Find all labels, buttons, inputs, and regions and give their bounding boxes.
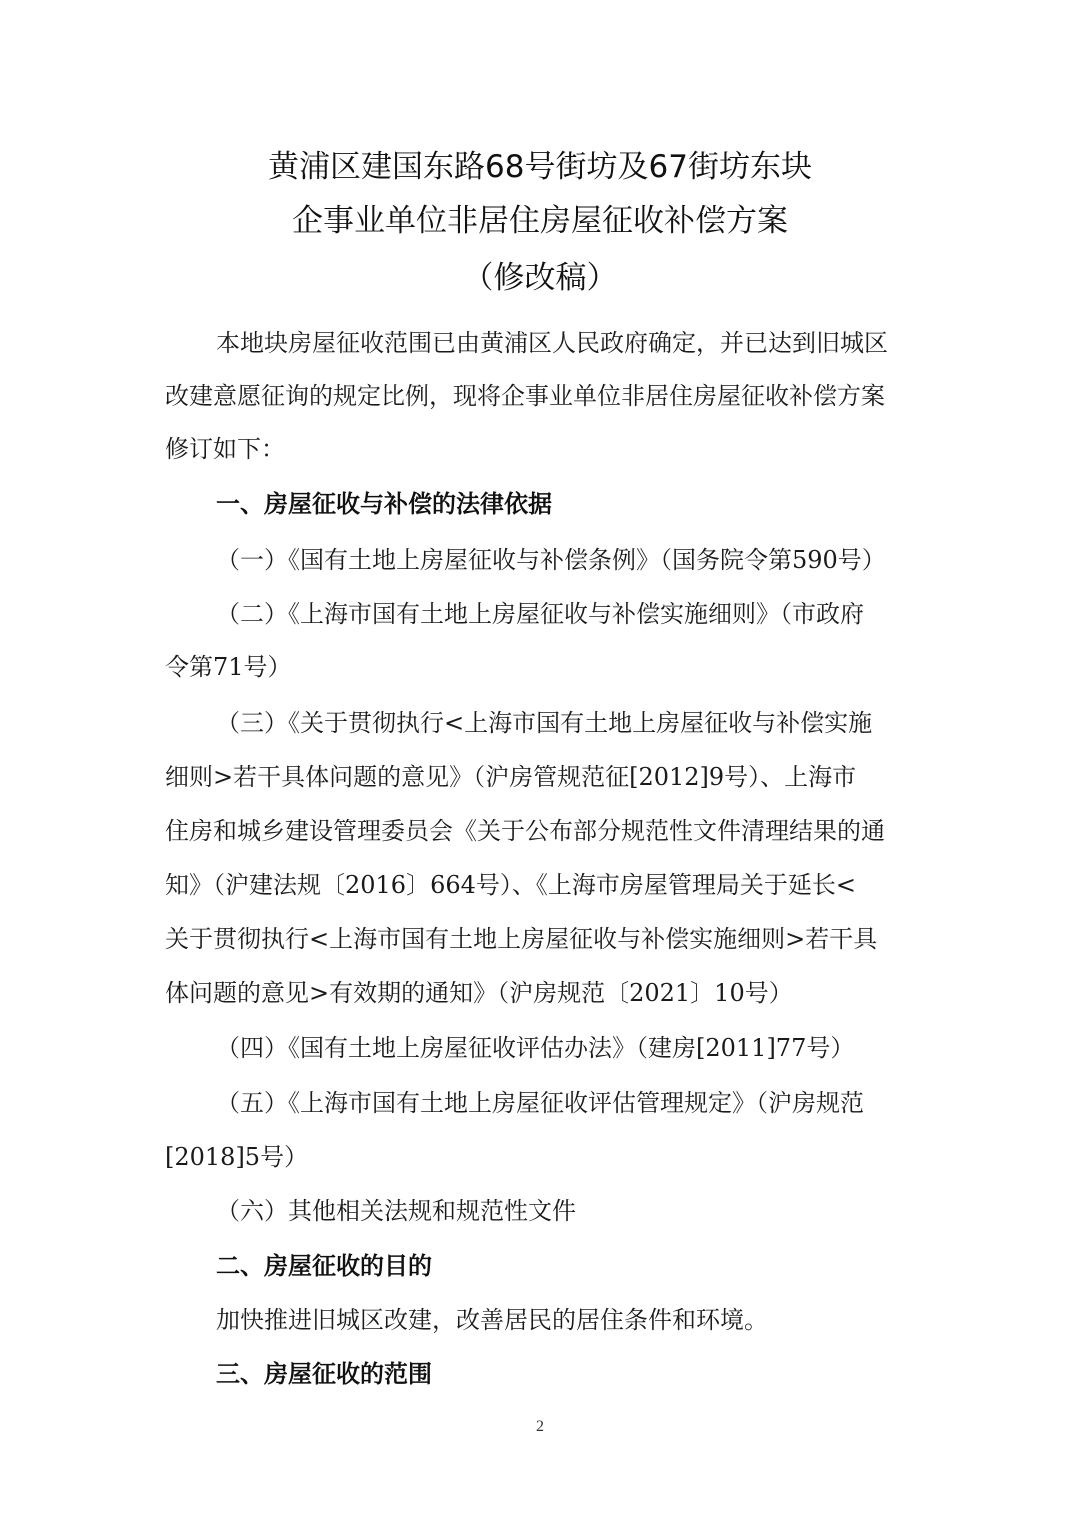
basis-item-5-line-1: （五）《上海市国有土地上房屋征收评估管理规定》（沪房规范: [216, 1089, 864, 1117]
basis-item-3-line-1: （三）《关于贯彻执行<上海市国有土地上房屋征收与补偿实施: [216, 709, 873, 737]
section-2-text: 加快推进旧城区改建，改善居民的居住条件和环境。: [216, 1306, 768, 1334]
intro-line-1: 本地块房屋征收范围已由黄浦区人民政府确定，并已达到旧城区: [216, 329, 888, 357]
section-3-heading: 三、房屋征收的范围: [216, 1360, 432, 1388]
basis-item-4: （四）《国有土地上房屋征收评估办法》（建房[2011]77号）: [216, 1034, 855, 1062]
section-1-heading: 一、房屋征收与补偿的法律依据: [216, 490, 552, 518]
page-number: 2: [536, 1418, 544, 1435]
section-2-heading: 二、房屋征收的目的: [216, 1252, 432, 1280]
basis-item-2-line-1: （二）《上海市国有土地上房屋征收与补偿实施细则》（市政府: [216, 600, 864, 628]
intro-line-2: 改建意愿征询的规定比例，现将企事业单位非居住房屋征收补偿方案: [165, 382, 885, 410]
basis-item-3-line-5: 关于贯彻执行<上海市国有土地上房屋征收与补偿实施细则>若干具: [165, 925, 878, 953]
basis-item-3-line-3: 住房和城乡建设管理委员会《关于公布部分规范性文件清理结果的通: [165, 817, 885, 845]
basis-item-2-line-2: 令第71号）: [165, 653, 292, 681]
basis-item-5-line-2: [2018]5号）: [165, 1143, 309, 1171]
document-title-line-2: 企事业单位非居住房屋征收补偿方案: [292, 203, 788, 239]
basis-item-3-line-2: 细则>若干具体问题的意见》（沪房管规范征[2012]9号）、上海市: [165, 763, 857, 791]
document-title-line-3: （修改稿）: [462, 260, 618, 296]
basis-item-3-line-6: 体问题的意见>有效期的通知》（沪房规范〔2021〕10号）: [165, 979, 793, 1007]
basis-item-6: （六）其他相关法规和规范性文件: [216, 1197, 576, 1225]
basis-item-1: （一）《国有土地上房屋征收与补偿条例》（国务院令第590号）: [216, 546, 886, 574]
intro-line-3: 修订如下：: [165, 435, 285, 463]
document-title-line-1: 黄浦区建国东路68号街坊及67街坊东块: [268, 149, 812, 185]
basis-item-3-line-4: 知》（沪建法规〔2016〕664号）、《上海市房屋管理局关于延长<: [165, 871, 856, 899]
